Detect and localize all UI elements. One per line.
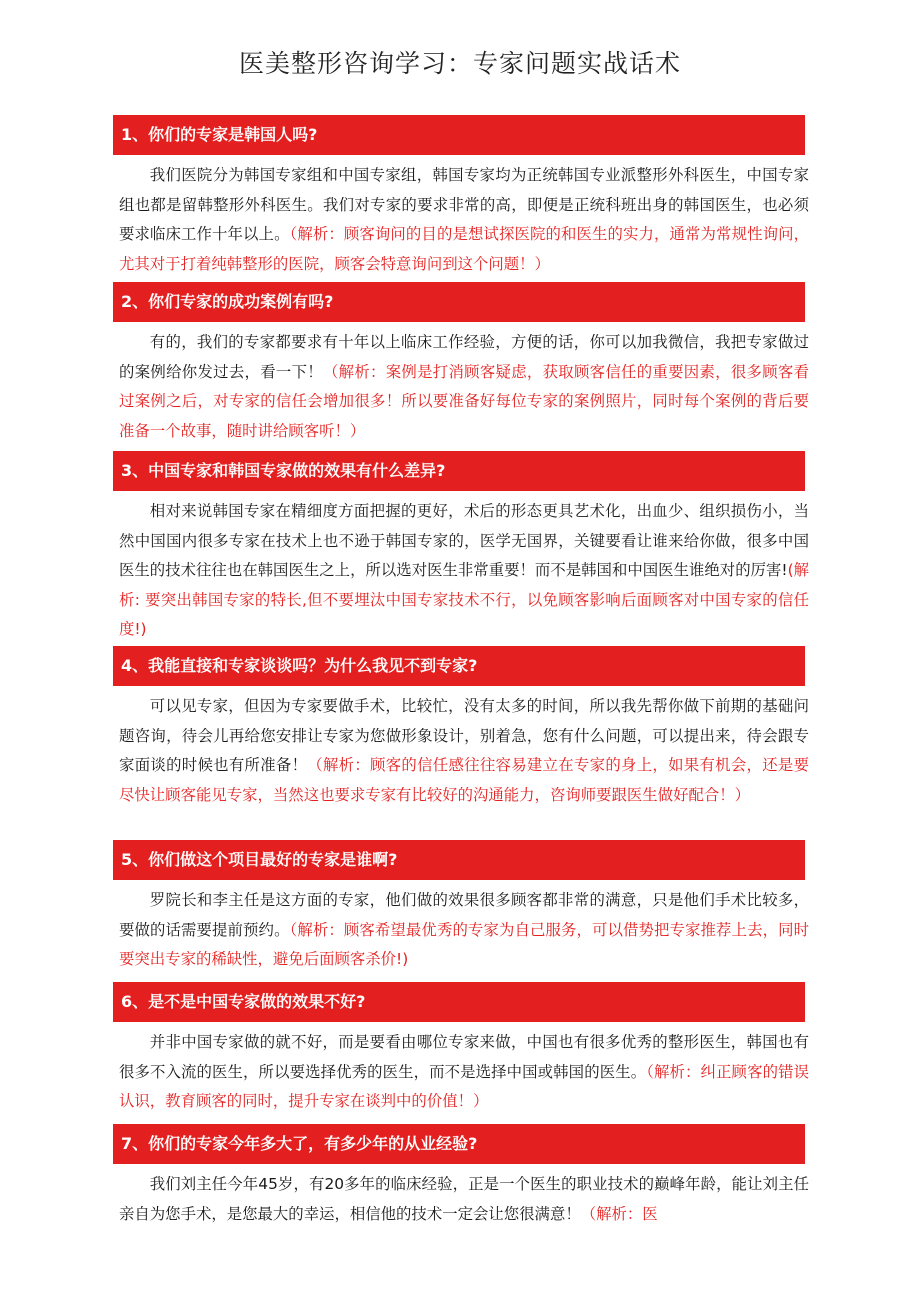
question-heading: 6、是不是中国专家做的效果不好? [113, 982, 805, 1022]
question-heading: 4、我能直接和专家谈谈吗？为什么我见不到专家? [113, 646, 805, 686]
question-heading: 3、中国专家和韩国专家做的效果有什么差异? [113, 451, 805, 491]
answer-paragraph [119, 886, 809, 975]
analysis-note: (解析: 要突出韩国专家的特长,但不要埋汰中国专家技术不行，以免顾客影响后面顾客对中国专家的信任度!) [119, 561, 809, 639]
analysis-note: （解析：顾客希望最优秀的专家为自己服务，可以借势把专家推荐上去，同时要突出专家的稀缺性，避免后面顾客杀价!) [119, 920, 809, 969]
qa-section-2 [113, 282, 809, 446]
answer-paragraph [119, 328, 809, 446]
answer-text: 我们刘主任今年45岁，有20多年的临床经验，正是一个医生的职业技术的巅峰年龄，能让刘主任亲自为您手术，是您最大的幸运，相信他的技术一定会让您很满意！ [119, 1175, 809, 1223]
analysis-note: （解析：顾客询问的目的是想试探医院的和医生的实力，通常为常规性询问，尤其对于打着纯韩整形的医院，顾客会特意询问到这个问题！） [119, 225, 809, 273]
answer-text: 我们医院分为韩国专家组和中国专家组，韩国专家均为正统韩国专业派整形外科医生，中国专家组也都是留韩整形外科医生。我们对专家的要求非常的高，即便是正统科班出身的韩国医生，也必须要求临床工作十年以上。 [119, 166, 809, 244]
question-heading: 7、你们的专家今年多大了，有多少年的从业经验? [113, 1124, 805, 1164]
qa-section-5 [113, 840, 809, 975]
answer-paragraph [119, 1028, 809, 1117]
qa-section-3 [113, 451, 809, 645]
answer-paragraph [119, 161, 809, 279]
qa-section-7 [113, 1124, 809, 1229]
question-heading: 5、你们做这个项目最好的专家是谁啊? [113, 840, 805, 880]
analysis-note: （解析：医 [580, 1204, 658, 1223]
question-heading: 1、你们的专家是韩国人吗? [113, 115, 805, 155]
document-title: 医美整形咨询学习：专家问题实战话术 [238, 49, 681, 78]
qa-section-6 [113, 982, 809, 1117]
answer-paragraph [119, 1170, 809, 1229]
qa-section-4 [113, 646, 809, 810]
analysis-note: （解析：纠正顾客的错误认识，教育顾客的同时，提升专家在谈判中的价值！） [119, 1062, 809, 1111]
answer-text: 并非中国专家做的就不好，而是要看由哪位专家来做，中国也有很多优秀的整形医生，韩国也有很多不入流的医生，所以要选择优秀的医生，而不是选择中国或韩国的医生。 [119, 1033, 809, 1081]
analysis-note: （解析：案例是打消顾客疑虑，获取顾客信任的重要因素，很多顾客看过案例之后，对专家的信任会增加很多！所以要准备好每位专家的案例照片，同时每个案例的背后要准备一个故事，随时讲给顾客听！） [119, 362, 809, 440]
answer-text: 罗院长和李主任是这方面的专家，他们做的效果很多顾客都非常的满意，只是他们手术比较多，要做的话需要提前预约。 [119, 891, 809, 939]
answer-paragraph [119, 692, 809, 810]
answer-text: 可以见专家，但因为专家要做手术，比较忙，没有太多的时间，所以我先帮你做下前期的基础问题咨询，待会儿再给您安排让专家为您做形象设计，别着急，您有什么问题，可以提出来，待会跟专家面谈的时候也有所准备！ [119, 697, 809, 775]
qa-section-1 [113, 115, 809, 279]
question-heading: 2、你们专家的成功案例有吗? [113, 282, 805, 322]
answer-text: 有的，我们的专家都要求有十年以上临床工作经验，方便的话，你可以加我微信，我把专家做过的案例给你发过去，看一下！ [119, 333, 809, 381]
answer-text: 相对来说韩国专家在精细度方面把握的更好，术后的形态更具艺术化，出血少、组织损伤小，当然中国国内很多专家在技术上也不逊于韩国专家的，医学无国界，关键要看让谁来给你做，很多中国医生的技术往往也在韩国医生之上，所以选对医生非常重要！而不是韩国和中国医生谁绝对的厉害! [119, 502, 809, 580]
answer-paragraph [119, 497, 809, 645]
analysis-note: （解析：顾客的信任感往往容易建立在专家的身上，如果有机会，还是要尽快让顾客能见专家，当然这也要求专家有比较好的沟通能力，咨询师要跟医生做好配合！） [119, 756, 809, 804]
